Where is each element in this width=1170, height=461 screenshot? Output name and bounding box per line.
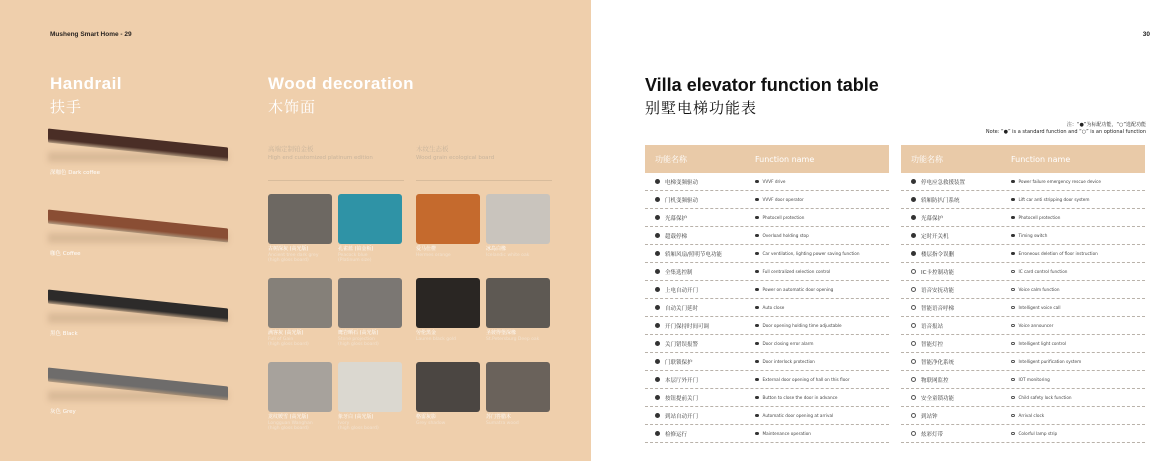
header-en: Function name <box>755 154 815 164</box>
optional-circle-icon <box>911 305 916 310</box>
table-row <box>901 317 1145 335</box>
function-name-cn: 到站钟 <box>921 413 938 420</box>
table-header <box>645 145 889 173</box>
standard-dot-icon <box>655 359 660 364</box>
function-name-cn: 电梯变频驱动 <box>665 179 699 186</box>
function-name-cn: 智能语音呼梯 <box>921 305 955 312</box>
table-body <box>645 173 889 443</box>
function-name-en: Automatic door opening at arrival <box>762 413 834 418</box>
page-number: 30 <box>1142 31 1150 38</box>
table-row <box>901 191 1145 209</box>
wood-swatch-label: 爱马仕橙 Hermes orange <box>416 246 451 258</box>
optional-circle-icon <box>1011 270 1015 274</box>
standard-dot-icon <box>655 377 660 382</box>
standard-dot-icon <box>655 215 660 220</box>
function-name-en: Overload holding stop <box>762 233 809 238</box>
wood-swatch-label: 古树深灰 (高光版) Ancient tree dark grey (high gloss board) <box>268 246 319 263</box>
function-name-cn: 停电应急救援装置 <box>921 179 966 186</box>
table-row <box>645 371 889 389</box>
function-name-en: Intelligent purification system <box>1018 359 1082 364</box>
optional-circle-icon <box>1011 378 1015 382</box>
wood-swatch <box>416 194 480 244</box>
table-row <box>645 407 889 425</box>
handrail-label: 深咖色 Dark coffee <box>50 170 101 176</box>
table-row <box>645 335 889 353</box>
optional-circle-icon <box>1011 396 1015 400</box>
standard-dot-icon <box>755 378 759 382</box>
optional-circle-icon <box>911 269 916 274</box>
wood-swatch <box>338 362 402 412</box>
handrail-title: Handrail <box>50 74 123 93</box>
standard-dot-icon <box>1011 234 1015 238</box>
standard-dot-icon <box>1011 180 1015 184</box>
function-name-en: Voice announcer <box>1018 323 1054 328</box>
wood-swatch-label: 劳伦黑金 Lauren black gold <box>416 330 457 342</box>
standard-dot-icon <box>655 251 660 256</box>
standard-dot-icon <box>655 269 660 274</box>
wood-swatch-label: 冰岛白橡 Icelandic white oak <box>486 246 530 258</box>
optional-circle-icon <box>1011 306 1015 310</box>
standard-dot-icon <box>755 432 759 436</box>
standard-dot-icon <box>755 360 759 364</box>
table-row <box>901 389 1145 407</box>
function-name-cn: 炫彩灯带 <box>921 431 944 438</box>
function-name-en: Arrival clock <box>1018 413 1045 418</box>
standard-dot-icon <box>911 179 916 184</box>
header-cn: 功能名称 <box>655 154 687 164</box>
standard-dot-icon <box>655 431 660 436</box>
function-name-cn: 智能净化系统 <box>921 359 955 366</box>
standard-dot-icon <box>655 197 660 202</box>
handrail-label: 咖色 Coffee <box>50 251 81 257</box>
table-row <box>901 299 1145 317</box>
optional-circle-icon <box>911 323 916 328</box>
function-name-cn: 智能灯控 <box>921 341 944 348</box>
standard-dot-icon <box>655 413 660 418</box>
standard-dot-icon <box>755 414 759 418</box>
optional-circle-icon <box>1011 288 1015 292</box>
table-row <box>645 173 889 191</box>
function-name-cn: 光幕保护 <box>665 215 688 222</box>
table-row <box>645 191 889 209</box>
function-name-cn: 全集选控制 <box>665 269 693 276</box>
optional-circle-icon <box>1011 432 1015 436</box>
standard-dot-icon <box>755 234 759 238</box>
standard-dot-icon <box>655 341 660 346</box>
function-name-en: Intelligent voice call <box>1018 305 1061 310</box>
wood-swatch-label: 满客灰 (高光版) Full of Gain (high gloss board) <box>268 330 309 347</box>
table-body <box>901 173 1145 443</box>
function-name-cn: 上电自动开门 <box>665 287 699 294</box>
wood-swatch-label: 龙纹媛雪 (高光版) Longguan Wanghan (high gloss board) <box>268 414 313 431</box>
standard-dot-icon <box>755 252 759 256</box>
page-title: Villa elevator function table <box>645 75 879 95</box>
function-name-en: Power failure emergency rescue device <box>1018 179 1101 184</box>
function-name-en: Child safety lock function <box>1018 395 1072 400</box>
table-row <box>645 353 889 371</box>
standard-dot-icon <box>1011 252 1015 256</box>
optional-circle-icon <box>911 359 916 364</box>
standard-dot-icon <box>655 233 660 238</box>
standard-dot-icon <box>1011 216 1015 220</box>
wood-swatch-label: 孔雀蓝 (铂金板) Peacock blue (Platinum size) <box>338 246 374 263</box>
wood-swatch <box>416 362 480 412</box>
standard-dot-icon <box>755 396 759 400</box>
table-row <box>645 389 889 407</box>
function-name-cn: 楼层指令误删 <box>921 251 955 258</box>
table-row <box>901 245 1145 263</box>
wood-swatch <box>486 362 550 412</box>
wood-swatch <box>338 194 402 244</box>
function-name-cn: 到站自动开门 <box>665 413 699 420</box>
legend-note-en: Note: “●” is a standard function and “○” is an optional function <box>985 129 1146 135</box>
standard-dot-icon <box>655 323 660 328</box>
page-title-cn: 别墅电梯功能表 <box>645 99 758 117</box>
ecological-group-heading: 木纹生态板 Wood grain ecological board <box>416 145 495 161</box>
handrail-title-cn: 扶手 <box>50 98 83 116</box>
standard-dot-icon <box>655 287 660 292</box>
wood-swatch <box>268 278 332 328</box>
legend-note-cn: 注：“●”为标配功能，“○”选配功能 <box>1066 122 1146 128</box>
function-name-en: Button to close the door in advance <box>762 395 838 400</box>
table-header <box>901 145 1145 173</box>
wood-swatch <box>268 194 332 244</box>
standard-dot-icon <box>755 270 759 274</box>
wood-swatch-label: 鹰岩晒石 (高光版) Stone projection (high gloss board) <box>338 330 379 347</box>
function-name-en: VVVF door operator <box>762 197 804 202</box>
function-name-en: Maintenance operation <box>762 431 811 436</box>
function-name-cn: 轿厢防扒门系统 <box>921 197 960 204</box>
function-name-en: External door opening of hall on this floor <box>762 377 850 382</box>
optional-circle-icon <box>911 395 916 400</box>
optional-circle-icon <box>1011 342 1015 346</box>
table-row <box>901 281 1145 299</box>
function-name-cn: IC卡控制功能 <box>921 269 954 276</box>
function-name-en: IOT monitoring <box>1018 377 1050 382</box>
table-row <box>645 263 889 281</box>
wood-title-cn: 木饰面 <box>268 98 317 116</box>
function-name-en: Car ventilation, lighting power saving function <box>762 251 860 256</box>
wood-swatch <box>338 278 402 328</box>
standard-dot-icon <box>911 197 916 202</box>
function-name-cn: 按钮提前关门 <box>665 395 699 402</box>
optional-circle-icon <box>911 287 916 292</box>
function-name-en: Photocell protection <box>762 215 805 220</box>
wood-swatch <box>486 194 550 244</box>
function-name-en: Erroneous deletion of floor instruction <box>1018 251 1098 256</box>
wood-title: Wood decoration <box>268 74 415 93</box>
right-page <box>591 0 1170 461</box>
wood-swatch-label: 格雷灰影 Grey shadow <box>416 414 446 426</box>
function-name-cn: 光幕保护 <box>921 215 944 222</box>
wood-swatch <box>486 278 550 328</box>
standard-dot-icon <box>755 342 759 346</box>
wood-swatch <box>268 362 332 412</box>
function-name-en: Door interlock protection <box>762 359 815 364</box>
function-name-cn: 安全童锁功能 <box>921 395 955 402</box>
function-name-en: VVVF drive <box>762 179 786 184</box>
wood-swatch-label: 圣彼得堡深橡 St.Petersburg Deep oak <box>486 330 540 342</box>
standard-dot-icon <box>755 288 759 292</box>
divider <box>268 180 404 181</box>
wood-swatch-label: 苏门答腊木 Sumatra wood <box>486 414 519 426</box>
standard-dot-icon <box>655 395 660 400</box>
optional-circle-icon <box>1011 414 1015 418</box>
header-cn: 功能名称 <box>911 154 943 164</box>
optional-circle-icon <box>1011 324 1015 328</box>
function-name-en: Power on automatic door opening <box>762 287 834 292</box>
optional-circle-icon <box>911 413 916 418</box>
standard-dot-icon <box>911 215 916 220</box>
function-name-cn: 门联锁保护 <box>665 359 693 366</box>
table-row <box>901 371 1145 389</box>
standard-dot-icon <box>655 179 660 184</box>
table-row <box>645 281 889 299</box>
function-name-cn: 超载停梯 <box>665 233 688 240</box>
function-name-cn: 物联网监控 <box>921 377 949 384</box>
function-name-cn: 本层厅外开门 <box>665 377 699 384</box>
table-row <box>901 173 1145 191</box>
standard-dot-icon <box>911 233 916 238</box>
handrail-label: 黑色 Black <box>50 331 78 337</box>
page-header: Musheng Smart Home - 29 <box>50 31 132 38</box>
table-row <box>645 425 889 443</box>
optional-circle-icon <box>911 377 916 382</box>
function-name-en: Timing switch <box>1018 233 1048 238</box>
function-name-en: Colorful lamp strip <box>1018 431 1058 436</box>
standard-dot-icon <box>755 180 759 184</box>
table-row <box>901 209 1145 227</box>
function-name-en: Lift car anti stripping door system <box>1018 197 1090 202</box>
standard-dot-icon <box>755 324 759 328</box>
standard-dot-icon <box>755 198 759 202</box>
optional-circle-icon <box>1011 360 1015 364</box>
function-name-en: Intelligent light control <box>1018 341 1067 346</box>
divider <box>416 180 552 181</box>
handrail-label: 灰色 Grey <box>50 409 76 415</box>
standard-dot-icon <box>755 216 759 220</box>
function-name-cn: 自动关门延时 <box>665 305 699 312</box>
table-row <box>901 407 1145 425</box>
function-name-cn: 语音报站 <box>921 323 944 330</box>
function-name-en: Door closing error alarm <box>762 341 814 346</box>
function-name-en: Full centralized selection control <box>762 269 831 274</box>
header-en: Function name <box>1011 154 1071 164</box>
function-name-en: IC card control function <box>1018 269 1068 274</box>
standard-dot-icon <box>755 306 759 310</box>
table-row <box>645 299 889 317</box>
function-name-cn: 检修运行 <box>665 431 688 438</box>
platinum-group-heading: 高端定制铂金板 High end customized platinum edition <box>268 145 373 161</box>
optional-circle-icon <box>911 341 916 346</box>
function-name-en: Voice calm function <box>1018 287 1060 292</box>
table-row <box>645 227 889 245</box>
standard-dot-icon <box>911 251 916 256</box>
function-name-en: Photocell protection <box>1018 215 1061 220</box>
table-row <box>901 263 1145 281</box>
function-table-left <box>645 145 889 443</box>
optional-circle-icon <box>911 431 916 436</box>
function-name-cn: 轿厢风扇/照明节电功能 <box>665 251 722 258</box>
table-row <box>645 209 889 227</box>
table-row <box>645 317 889 335</box>
standard-dot-icon <box>1011 198 1015 202</box>
wood-swatch-label: 象牙白 (高光版) Ivory (high gloss board) <box>338 414 379 431</box>
function-name-cn: 门机变频驱动 <box>665 197 699 204</box>
function-name-cn: 语音安抚功能 <box>921 287 955 294</box>
function-name-en: Auto close <box>762 305 785 310</box>
wood-swatch <box>416 278 480 328</box>
table-row <box>901 353 1145 371</box>
table-row <box>645 245 889 263</box>
table-row <box>901 425 1145 443</box>
table-row <box>901 227 1145 245</box>
function-name-cn: 定时开关机 <box>921 233 949 240</box>
standard-dot-icon <box>655 305 660 310</box>
function-name-cn: 开门保持时间可调 <box>665 323 710 330</box>
table-row <box>901 335 1145 353</box>
function-name-cn: 关门错误报警 <box>665 341 699 348</box>
function-name-en: Door opening holding time adjustable <box>762 323 842 328</box>
function-table-right <box>901 145 1145 443</box>
